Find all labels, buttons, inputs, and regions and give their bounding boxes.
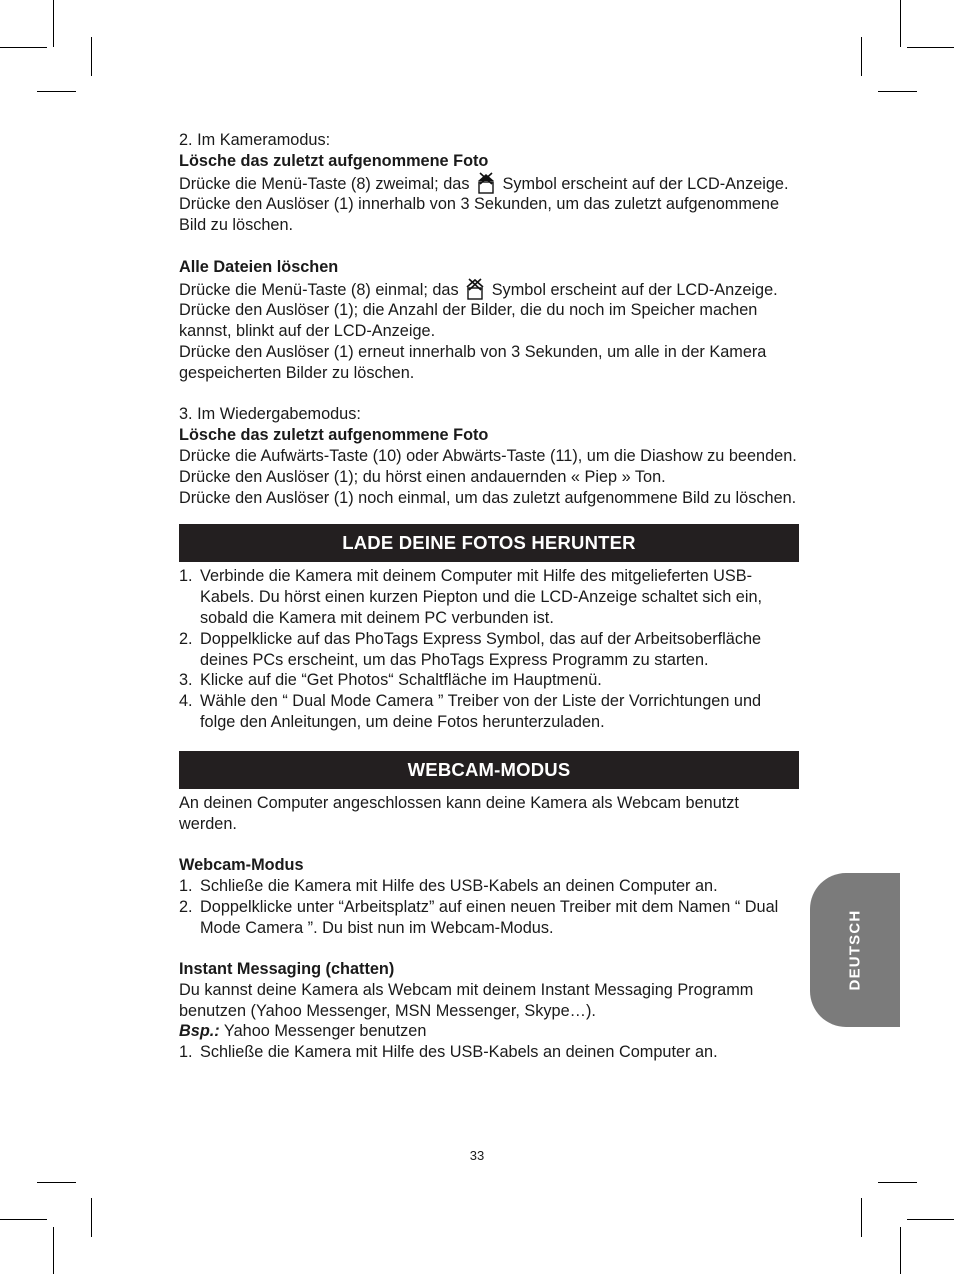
paragraph: Drücke den Auslöser (1); du hörst einen andauernden « Piep » Ton. [179, 467, 666, 486]
example-label: Bsp.: [179, 1022, 220, 1041]
paragraph: Bsp.: Yahoo Messenger benutzen [179, 1022, 427, 1041]
webcam-steps [179, 876, 799, 938]
list-item: 1. Schließe die Kamera mit Hilfe des USB-Kabels an deinen Computer an. [179, 876, 718, 895]
section-banner-webcam: WEBCAM-MODUS [179, 751, 799, 789]
page-content [179, 130, 799, 1063]
paragraph: Drücke die Aufwärts-Taste (10) oder Abwärts-Taste (11), um die Diashow zu beenden. [179, 446, 797, 465]
paragraph: Drücke den Auslöser (1) erneut innerhalb von 3 Sekunden, um alle in der Kamera gespeicherten Bilder zu löschen. [179, 342, 767, 382]
section-heading: 2. Im Kameramodus: [179, 131, 331, 149]
list-item: 1. Schließe die Kamera mit Hilfe des USB-Kabels an deinen Computer an. [179, 1043, 718, 1062]
subsection-title: Alle Dateien löschen [179, 257, 339, 276]
subsection-title: Webcam-Modus [179, 856, 304, 875]
list-item: 3. Klicke auf die “Get Photos“ Schaltfläche im Hauptmenü. [179, 671, 602, 690]
section-banner-download: LADE DEINE FOTOS HERUNTER [179, 524, 799, 562]
subsection-title: Instant Messaging (chatten) [179, 960, 395, 979]
list-item: 4. Wähle den “ Dual Mode Camera ” Treiber von der Liste der Vorrichtungen und folge den Anleitungen, um deine Fotos herunterzuladen. [179, 692, 762, 731]
im-steps [179, 1042, 799, 1063]
paragraph: Drücke die Menü-Taste (8) zweimal; das Symbol erscheint auf der LCD-Anzeige. Drücke den Auslöser (1) innerhalb von 3 Sekunden, um das zuletzt aufgenommene Bild zu löschen. [179, 172, 799, 236]
subsection-title: Lösche das zuletzt aufgenommene Foto [179, 151, 489, 170]
delete-last-icon [476, 172, 496, 194]
list-item: 1. Verbinde die Kamera mit deinem Computer mit Hilfe des mitgelieferten USB-Kabels. Du hörst einen kurzen Piepton und die LCD-Anzeige schaltet sich ein, sobald die Kamera mit deinem PC verbunden ist. [179, 567, 763, 627]
subsection-title: Lösche das zuletzt aufgenommene Foto [179, 426, 489, 445]
list-item: 2. Doppelklicke unter “Arbeitsplatz” auf einen neuen Treiber mit dem Namen “ Dual Mode Camera ”. Du bist nun im Webcam-Modus. [179, 897, 779, 937]
download-steps [179, 566, 799, 732]
language-tab [810, 873, 900, 1027]
page-number: 33 [469, 1148, 485, 1163]
language-tab-label: DEUTSCH [846, 909, 864, 991]
paragraph: Drücke den Auslöser (1) noch einmal, um das zuletzt aufgenommene Bild zu löschen. [179, 488, 797, 507]
list-item: 2. Doppelklicke auf das PhoTags Express Symbol, das auf der Arbeitsoberfläche deines PCs erscheint, um das PhoTags Express Programm zu starten. [179, 629, 762, 669]
delete-all-icon [465, 278, 485, 300]
paragraph: Du kannst deine Kamera als Webcam mit deinem Instant Messaging Programm benutzen (Yahoo Messenger, MSN Messenger, Skype…). [179, 980, 754, 1020]
paragraph: Drücke die Menü-Taste (8) einmal; das Symbol erscheint auf der LCD-Anzeige. Drücke den Auslöser (1); die Anzahl der Bilder, die du noch im Speicher machen kannst, blinkt auf der LCD-Anzeige. [179, 278, 799, 342]
paragraph: An deinen Computer angeschlossen kann deine Kamera als Webcam benutzt werden. [179, 793, 739, 833]
section-heading: 3. Im Wiedergabemodus: [179, 405, 361, 424]
